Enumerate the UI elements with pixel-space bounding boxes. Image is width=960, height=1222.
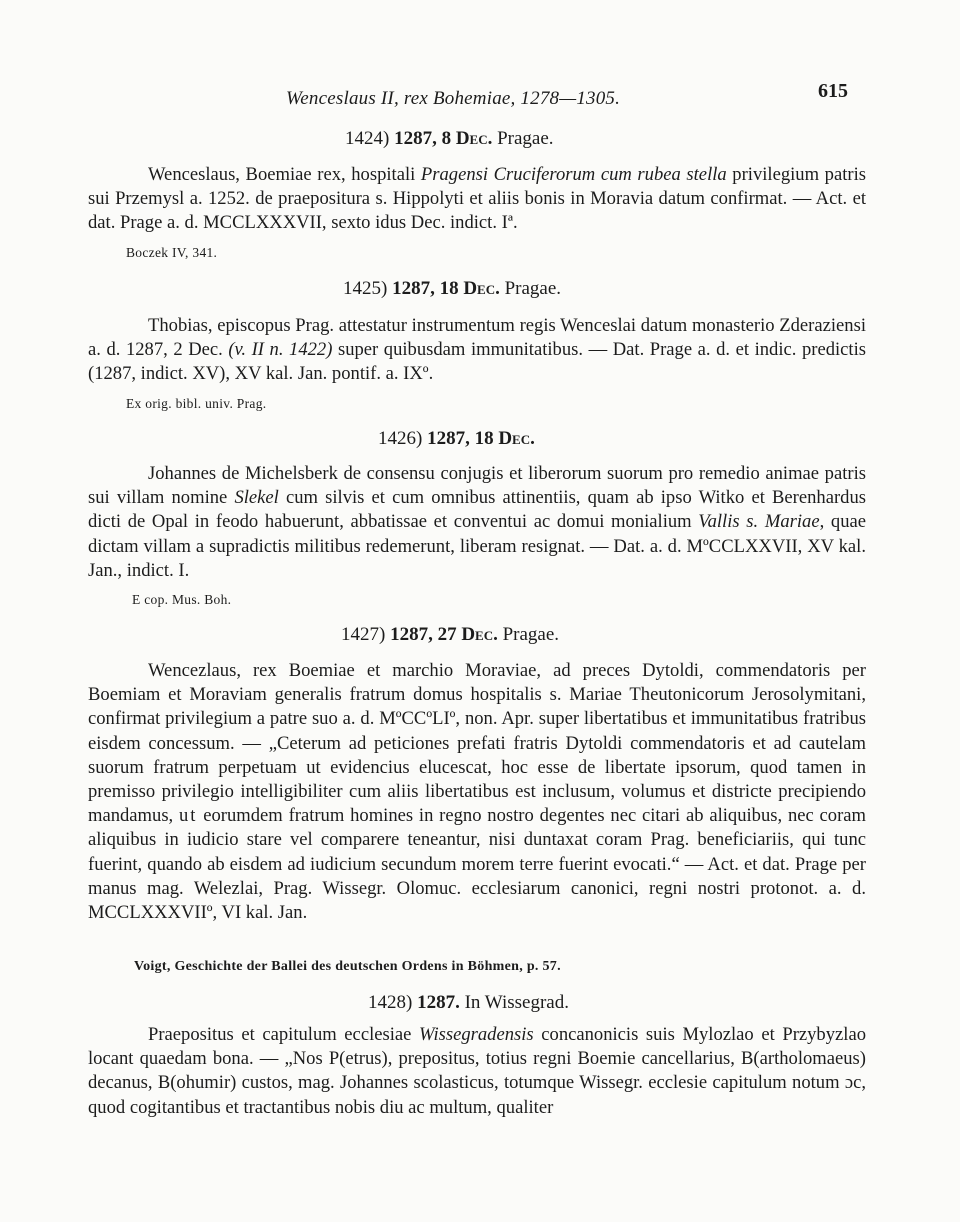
entry-year: 1287,	[390, 624, 433, 645]
text-run: concanonicis suis Mylozlao et Przybyzlao locant quaedam bona. — „Nos P(etrus), prepositus, totius regni Boemie cancellarius, B(artholomaeus) decanus, B(ohumir) custos, mag. Johannes scolasticus, totumque Wissegr. ecclesie capitulum notum ɔc, quod cogitantibus et tractantibus nobis diu ac multum, qualiter	[88, 1024, 866, 1118]
entry-day: 18	[474, 428, 494, 449]
text-run: Praepositus et capitulum ecclesiae	[148, 1024, 419, 1045]
entry-text-1424	[88, 163, 866, 236]
entry-day: 27	[437, 624, 457, 645]
text-run-italic: Pragensi Cruciferorum cum rubea stella	[420, 164, 727, 185]
entry-place: Pragae.	[497, 128, 554, 149]
text-run: eorumdem fratrum homines in regno nostro degentes nec citari ab aliquibus, nec coram aliquibus in iudicio stare vel comparere teneantur, nisi duntaxat coram Prag. beneficiariis, qui tunc fuerint, quando ab eisdem ad iudicium secundum morem terre fuerint evocati.“ — Act. et dat. Prage per manus mag. Welezlai, Prag. Wissegr. Olomuc. ecclesiarum canonici, regni nostri protonot. a. d. MCCLXXXVIIº, VI kal. Jan.	[88, 805, 866, 924]
entry-text-1425	[88, 314, 866, 387]
text-run: Wenceslaus, Boemiae rex, hospitali	[148, 164, 421, 185]
entry-month: Dec.	[498, 428, 535, 449]
entry-number: 1426)	[378, 428, 423, 449]
entry-place: Pragae.	[502, 624, 560, 645]
entry-text-1427	[88, 659, 866, 925]
text-run: privilegium patris sui Przemysl a. 1252. de praepositura s. Hippolyti et aliis bonis in Moravia datum confirmat. — Act. et dat. Prage a. d. MCCLXXXVII, sexto idus Dec. indict. Iª.	[88, 164, 866, 234]
entry-text-1426	[88, 462, 866, 583]
entry-month: Dec.	[463, 278, 500, 299]
text-run: Johannes de Michelsberk de consensu conjugis et liberorum suorum pro remedio animae patris sui villam nomine	[88, 463, 866, 509]
entry-number: 1427)	[341, 624, 386, 645]
entry-day: 8	[441, 128, 452, 149]
text-run-spaced: ut	[179, 805, 198, 827]
text-run-italic: (v. II n. 1422)	[228, 339, 333, 361]
entry-year: 1287,	[392, 278, 435, 299]
text-run: Wencezlaus, rex Boemiae et marchio Moraviae, ad preces Dytoldi, commendatoris per Boemiam et Moraviam generalis fratrum domus hospitalis s. Mariae Theutonicorum Jerosolymitani, confirmat privilegium a patre suo a. d. MºCCºLIº, non. Apr. super libertatibus et immunitatibus fratribus eisdem concessum. — „Ceterum ad peticiones prefati fratris Dytoldi commendatoris et ad cautelam suorum fratrum perpetuam ut evidencius elucescat, hoc esse de libertate ipsorum, quod tamen in premisso privilegio intelligibiliter cum aliis libertatibus est inclusum, volumus et districte precipiendo mandamus,	[88, 660, 866, 827]
entry-number: 1425)	[343, 278, 388, 299]
text-run: super quibusdam immunitatibus. — Dat. Prage a. d. et indic. predictis (1287, indict. XV), XV kal. Jan. pontif. a. IXº.	[88, 339, 866, 385]
entry-heading-1425	[343, 278, 561, 300]
source-citation-1427: Voigt, Geschichte der Ballei des deutschen Ordens in Böhmen, p. 57.	[134, 959, 561, 974]
entry-number: 1428)	[368, 992, 413, 1013]
entry-text-1428	[88, 1023, 866, 1120]
entry-day: 18	[439, 278, 459, 299]
entry-year: 1287.	[417, 992, 460, 1013]
running-head: Wenceslaus II, rex Bohemiae, 1278—1305.	[286, 88, 621, 109]
text-run-italic: Wissegradensis	[419, 1024, 534, 1045]
entry-heading-1424	[345, 128, 554, 150]
entry-heading-1426	[378, 428, 535, 450]
entry-month: Dec.	[461, 624, 498, 645]
source-citation-1426: E cop. Mus. Boh.	[132, 592, 232, 607]
entry-year: 1287,	[394, 128, 437, 149]
entry-heading-1428	[368, 992, 569, 1014]
text-run-italic: Vallis s. Mariae	[698, 511, 820, 533]
text-run: , quae dictam villam a supradictis militibus redemerunt, liberam resignat. — Dat. a. d. MºCCLXXVII, XV kal. Jan., indict. I.	[88, 511, 867, 581]
text-run: Thobias, episcopus Prag. attestatur instrumentum regis Wenceslai datum monasterio Zderaziensi a. d. 1287, 2 Dec.	[88, 315, 866, 361]
text-run: cum silvis et cum omnibus attinentiis, quam ab ipso Witko et Berenhardus dicti de Opal in feodo habuerunt, abbatissae et conventui ac domui monialium	[88, 487, 866, 533]
source-citation-1425: Ex orig. bibl. univ. Prag.	[126, 396, 267, 411]
entry-place: Pragae.	[504, 278, 562, 299]
entry-heading-1427	[341, 624, 559, 646]
entry-year: 1287,	[427, 428, 470, 449]
entry-place: In Wissegrad.	[464, 992, 569, 1013]
entry-month: Dec.	[455, 128, 493, 149]
source-citation-1424: Boczek IV, 341.	[126, 245, 218, 260]
entry-number: 1424)	[345, 128, 390, 149]
text-run-italic: Slekel	[234, 487, 279, 509]
page-number: 615	[818, 80, 848, 102]
